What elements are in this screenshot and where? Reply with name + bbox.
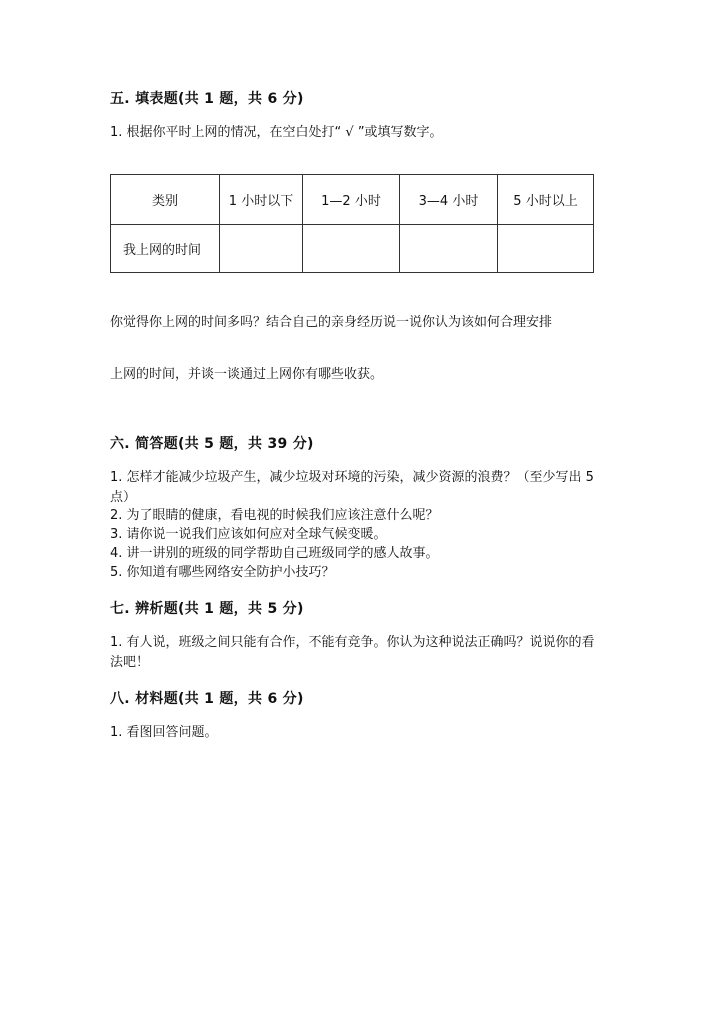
- section-8-title: 八. 材料题(共 1 题，共 6 分): [110, 691, 304, 707]
- internet-time-table: [110, 174, 594, 273]
- section-7-title: 七. 辨析题(共 1 题，共 5 分): [110, 601, 304, 617]
- table-cell-3-4h[interactable]: [400, 225, 498, 273]
- section-5-paragraph-line-1: 你觉得你上网的时间多吗？结合自己的亲身经历说一说你认为该如何合理安排: [110, 315, 553, 330]
- section-6-item-3: 3. 请你说一说我们应该如何应对全球气候变暖。: [110, 527, 387, 542]
- section-6-item-1: 1. 怎样才能减少垃圾产生，减少垃圾对环境的污染，减少资源的浪费？（至少写出 5 点）: [110, 470, 594, 505]
- table-row-label: 我上网的时间: [111, 225, 220, 273]
- section-5-paragraph-line-2: 上网的时间，并谈一谈通过上网你有哪些收获。: [110, 367, 384, 382]
- table-header-1-2h: 1—2 小时: [303, 175, 400, 225]
- table-cell-over-5h[interactable]: [498, 225, 594, 273]
- section-6-item-5: 5. 你知道有哪些网络安全防护小技巧？: [110, 565, 335, 580]
- table-header-over-5h: 5 小时以上: [498, 175, 594, 225]
- section-5-title: 五. 填表题(共 1 题，共 6 分): [110, 91, 304, 107]
- section-6-title: 六. 简答题(共 5 题，共 39 分): [110, 436, 314, 452]
- table-header-category: 类别: [111, 175, 220, 225]
- section-8-question-1: 1. 看图回答问题。: [110, 725, 218, 740]
- section-6-item-4: 4. 讲一讲别的班级的同学帮助自己班级同学的感人故事。: [110, 546, 439, 561]
- table-header-3-4h: 3—4 小时: [400, 175, 498, 225]
- table-row: [111, 225, 594, 273]
- table-header-under-1h: 1 小时以下: [220, 175, 303, 225]
- section-5-question-1: 1. 根据你平时上网的情况，在空白处打“ √ ”或填写数字。: [110, 125, 443, 140]
- table-cell-under-1h[interactable]: [220, 225, 303, 273]
- table-header-row: [111, 175, 594, 225]
- section-7-question-1: 1. 有人说，班级之间只能有合作，不能有竞争。你认为这种说法正确吗？说说你的看法吧！: [110, 635, 595, 670]
- table-cell-1-2h[interactable]: [303, 225, 400, 273]
- section-6-item-2: 2. 为了眼睛的健康，看电视的时候我们应该注意什么呢？: [110, 508, 439, 523]
